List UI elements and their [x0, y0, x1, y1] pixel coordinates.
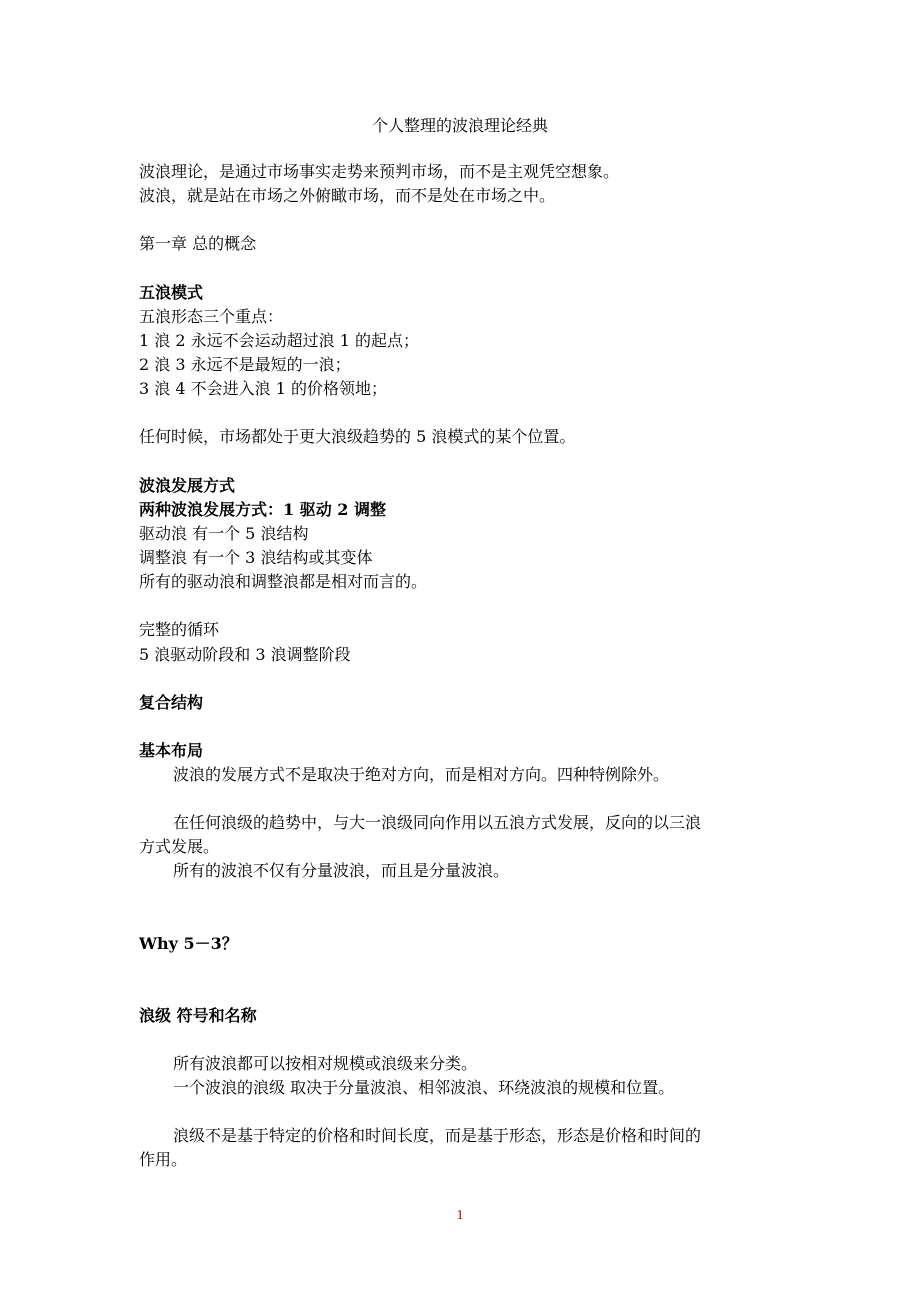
development-heading: 波浪发展方式: [139, 476, 236, 495]
development-line: 所有的驱动浪和调整浪都是相对而言的。: [139, 572, 428, 591]
layout-paragraph: 所有的波浪不仅有分量波浪，而且是分量波浪。: [173, 861, 510, 880]
document-title: 个人整理的波浪理论经典: [371, 116, 548, 135]
chapter-heading: 第一章 总的概念: [139, 234, 257, 253]
intro-line-2: 波浪，就是站在市场之外俯瞰市场，而不是处在市场之中。: [139, 186, 556, 205]
development-subheading: 两种波浪发展方式：1 驱动 2 调整: [139, 500, 386, 519]
degree-paragraph: 一个波浪的浪级 取决于分量波浪、相邻波浪、环绕波浪的规模和位置。: [173, 1078, 675, 1097]
page-number: 1: [456, 1208, 464, 1223]
intro-line-1: 波浪理论，是通过市场事实走势来预判市场，而不是主观凭空想象。: [139, 162, 620, 181]
layout-paragraph: 在任何浪级的趋势中，与大一浪级同向作用以五浪方式发展，反向的以三浪: [173, 813, 702, 832]
five-wave-rule-1: 1 浪 2 永远不会运动超过浪 1 的起点；: [139, 331, 419, 350]
why-heading: Why 5－3？: [139, 934, 238, 953]
development-line: 调整浪 有一个 3 浪结构或其变体: [139, 548, 373, 567]
degree-paragraph: 所有波浪都可以按相对规模或浪级来分类。: [173, 1054, 478, 1073]
layout-heading: 基本布局: [139, 741, 204, 760]
degree-paragraph-continued: 作用。: [139, 1150, 188, 1169]
layout-paragraph: 波浪的发展方式不是取决于绝对方向，而是相对方向。四种特例除外。: [173, 765, 670, 784]
five-wave-rule-2: 2 浪 3 永远不是最短的一浪；: [139, 355, 351, 374]
development-line: 完整的循环: [139, 620, 220, 639]
five-wave-rule-3: 3 浪 4 不会进入浪 1 的价格领地；: [139, 379, 387, 398]
layout-paragraph-continued: 方式发展。: [139, 837, 220, 856]
development-line: 5 浪驱动阶段和 3 浪调整阶段: [139, 645, 351, 664]
compound-heading: 复合结构: [139, 693, 204, 712]
degree-paragraph: 浪级不是基于特定的价格和时间长度，而是基于形态，形态是价格和时间的: [173, 1126, 702, 1145]
five-wave-heading: 五浪模式: [139, 283, 204, 302]
development-line: 驱动浪 有一个 5 浪结构: [139, 524, 309, 543]
degree-heading: 浪级 符号和名称: [139, 1006, 257, 1025]
five-wave-line: 五浪形态三个重点：: [139, 307, 284, 326]
five-wave-summary: 任何时候，市场都处于更大浪级趋势的 5 浪模式的某个位置。: [139, 427, 576, 446]
